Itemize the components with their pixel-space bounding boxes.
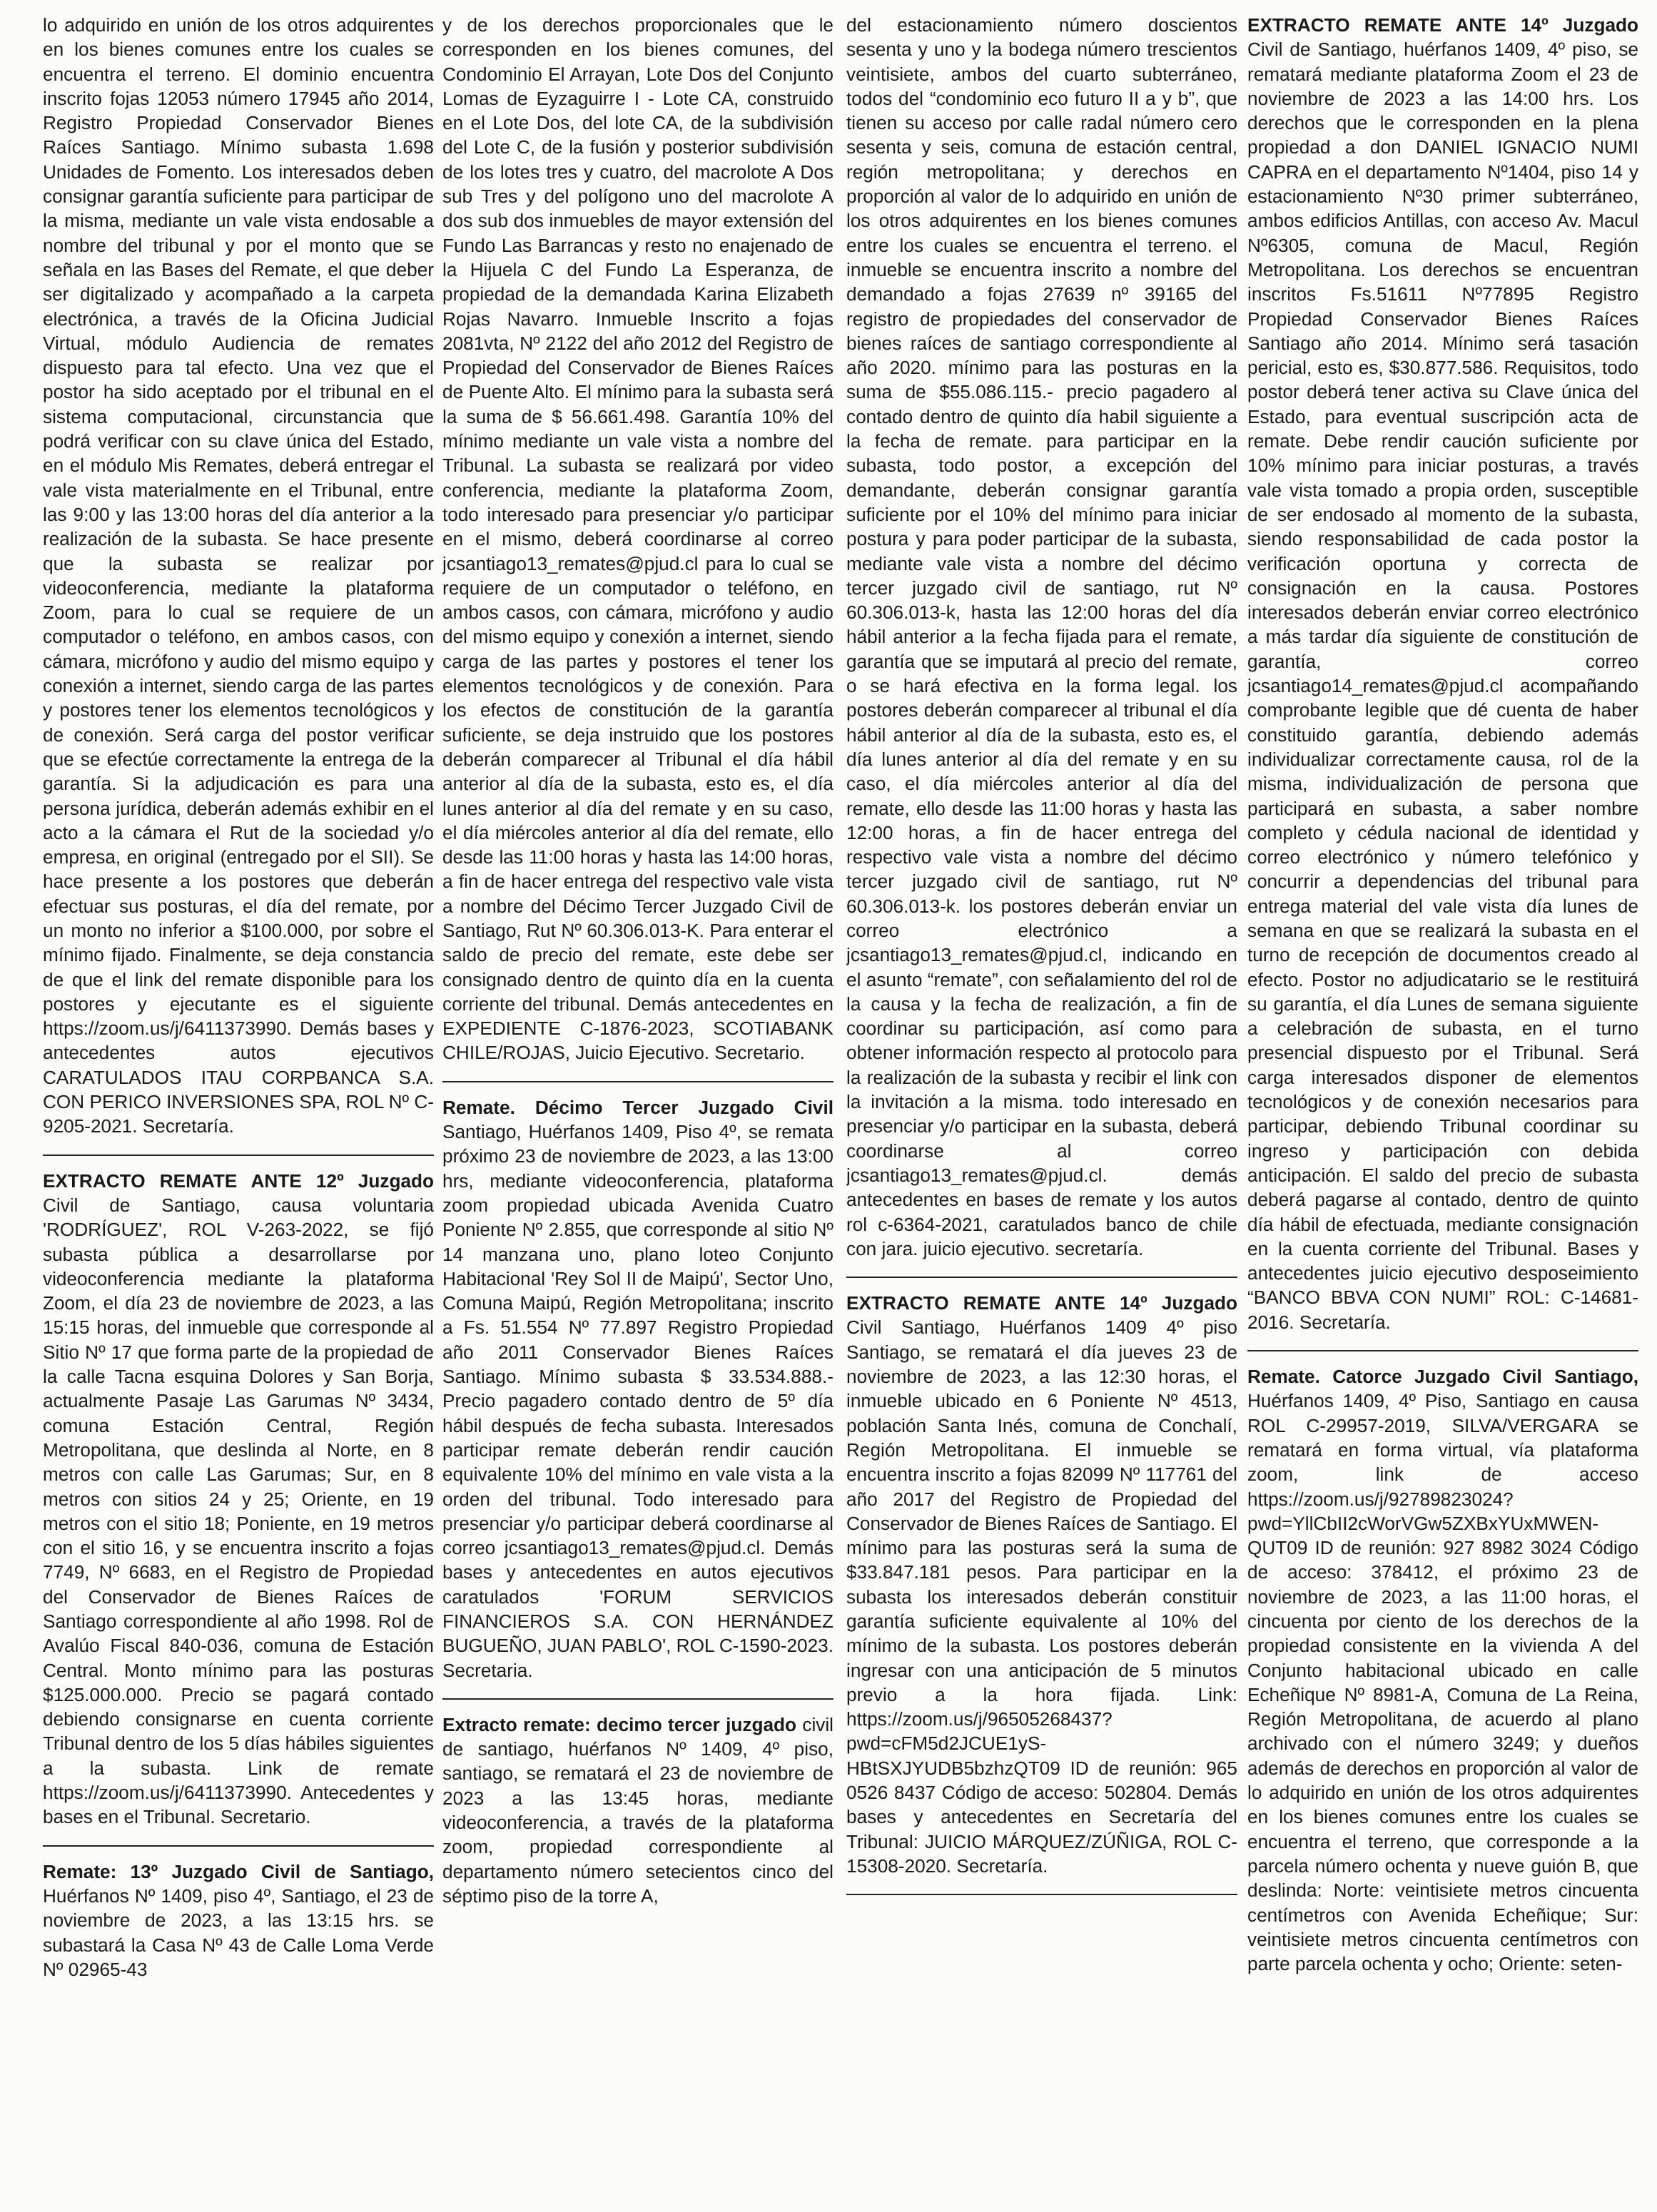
notice-divider [43, 1845, 434, 1847]
notice-continuation: y de los derechos proporcionales que le corresponden en los bienes comunes, del Condominio El Arrayan, Lote Dos del Conjunto Lomas de Eyzaguirre I - Lote CA, construido en el Lote Dos, del lote CA, de la subdivisión del Lote C, de la fusión y posterior subdivisión de los lotes tres y cuatro, del macrolote A Dos sub Tres y del polígono uno del macrolote A dos sub dos inmuebles de mayor extensión del Fundo Las Barrancas y resto no enajenado de la Hijuela C del Fundo La Esperanza, de propiedad de la demandada Karina Elizabeth Rojas Navarro. Inmueble Inscrito a fojas 2081vta, Nº 2122 del año 2012 del Registro de Propiedad del Conservador de Bienes Raíces de Puente Alto. El mínimo para la subasta será la suma de $ 56.661.498. Garantía 10% del mínimo mediante un vale vista a nombre del Tribunal. La subasta se realizará por video conferencia, mediante la plataforma Zoom, todo interesado para presenciar y/o participar en el mismo, deberá coordinarse al correo jcsantiago13_remates@pjud.cl para lo cual se requiere de un computador o teléfono, en ambos casos, con cámara, micrófono y audio del mismo equipo y conexión a internet, siendo carga de las partes y postores el tener los elementos tecnológicos y de conexión. Para los efectos de constitución de la garantía suficiente, se deja instruido que los postores deberán comparecer al Tribunal el día hábil anterior al día de la subasta, esto es, el día lunes anterior al día del remate y en su caso, el día miércoles anterior al día del remate, ello desde las 11:00 horas y hasta las 14:00 horas, a fin de hacer entrega del respectivo vale vista a nombre del Décimo Tercer Juzgado Civil de Santiago, Rut Nº 60.306.013-K. Para enterar el saldo de precio del remate, este debe ser consignado dentro de quinto día en la cuenta corriente del tribunal. Demás antecedentes en EXPEDIENTE C-1876-2023, SCOTIABANK CHILE/ROJAS, Juicio Ejecutivo. Secretario. [442, 14, 833, 1064]
column-1 [43, 13, 434, 2203]
notice-continuation: lo adquirido en unión de los otros adquirentes en los bienes comunes entre los cuales se encuentra el terreno. El dominio encuentra inscrito fojas 12053 número 17945 año 2014, Registro Propiedad Conservador Bienes Raíces Santiago. Mínimo subasta 1.698 Unidades de Fomento. Los interesados deben consignar garantía suficiente para participar de la misma, mediante un vale vista endosable a nombre del tribunal y por el monto que se señala en las Bases del Remate, el que deber ser digitalizado y acompañado a la carpeta electrónica, a través de la Oficina Judicial Virtual, módulo Audiencia de remates dispuesto para tal efecto. Una vez que el postor ha sido aceptado por el tribunal en el sistema computacional, circunstancia que podrá verificar con su clave única del Estado, en el módulo Mis Remates, deberá entregar el vale vista materialmente en el Tribunal, entre las 9:00 y las 13:00 horas del día anterior a la realización de la subasta. Se hace presente que la subasta se realizar por videoconferencia, mediante la plataforma Zoom, para lo cual se requiere de un computador o teléfono, en ambos casos, con cámara, micrófono y audio del mismo equipo y conexión a internet, siendo carga de las partes y postores tener los elementos tecnológicos y de conexión. Será carga del postor verificar que se efectúe correctamente la entrega de la garantía. Si la adjudicación es para una persona jurídica, deberán además exhibir en el acto a la cámara el Rut de la sociedad y/o empresa, en original (entregado por el SII). Se hace presente a los postores que deberán efectuar sus posturas, el día del remate, por un monto no inferior a $100.000, por sobre el mínimo fijado. Finalmente, se deja constancia de que el link del remate disponible para los postores y ejecutante es el siguiente https://zoom.us/j/6411373990. Demás bases y antecedentes autos ejecutivos CARATULADOS ITAU CORPBANCA S.A. CON PERICO INVERSIONES SPA, ROL Nº C-9205-2021. Secretaría. [43, 14, 434, 1137]
notice-13-juzgado: Remate: 13º Juzgado Civil de Santiago, Huérfanos Nº 1409, piso 4º, Santiago, el 23 de noviembre de 2023, a las 13:15 hrs. se subastará la Casa Nº 43 de Calle Loma Verde Nº 02965-43 [43, 1860, 434, 1980]
column-4 [1247, 13, 1638, 2203]
notice-divider [43, 1155, 434, 1156]
notice-divider [442, 1698, 833, 1700]
notice-heading: Remate. Décimo Tercer Juzgado Civil [442, 1096, 833, 1118]
notice-heading: EXTRACTO REMATE ANTE 14º Juzgado [1247, 14, 1638, 36]
notice-heading: Remate. Catorce Juzgado Civil Santiago, [1247, 1366, 1638, 1388]
notice-divider [846, 1894, 1237, 1895]
notice-divider [846, 1277, 1237, 1278]
notice-catorce-juzgado: Remate. Catorce Juzgado Civil Santiago, Huérfanos 1409, 4º Piso, Santiago en causa ROL C-29957-2019, SILVA/VERGARA se rematará en forma virtual, vía plataforma zoom, link de acceso https://zoom.us/j/92789823024?pwd=YllCbII2cWorVGw5ZXBxYUxMWEN-QUT09 ID de reunión: 927 8982 3024 Código de acceso: 378412, el próximo 23 de noviembre de 2023, a las 11:00 horas, el cincuenta por ciento de los derechos de la propiedad consistente en la vivienda A del Conjunto habitacional ubicado en calle Echeñique Nº 8981-A, Comuna de La Reina, Región Metropolitana, de acuerdo al plano archivado con el número 3249; y dueños además de derechos en proporción al valor de lo adquirido en unión de los otros adquirentes en los bienes comunes entre los cuales se encuentra el terreno, que corresponde a la parcela número ochenta y nueve guión B, que deslinda: Norte: veintisiete metros cincuenta centímetros con Avenida Echeñique; Sur: veintisiete metros cincuenta centímetros con parte parcela ochenta y ocho; Oriente: seten- [1247, 1366, 1638, 1975]
notice-decimo-tercer-juzgado: Remate. Décimo Tercer Juzgado Civil Santiago, Huérfanos 1409, Piso 4º, se remata próximo 23 de noviembre de 2023, a las 13:00 hrs, mediante videoconferencia, plataforma zoom propiedad ubicada Avenida Cuatro Poniente Nº 2.855, que corresponde al sitio Nº 14 manzana uno, plano loteo Conjunto Habitacional 'Rey Sol II de Maipú', Sector Uno, Comuna Maipú, Región Metropolitana; inscrito a Fs. 51.554 Nº 77.897 Registro Propiedad año 2011 Conservador Bienes Raíces Santiago. Mínimo subasta $ 33.534.888.- Precio pagadero contado dentro de 5º día hábil después de fecha subasta. Interesados participar remate deberán rendir caución equivalente 10% del mínimo en vale vista a la orden del tribunal. Todo interesado para presenciar y/o participar deberá coordinarse al correo jcsantiago13_remates@pjud.cl. Demás bases y antecedentes en autos ejecutivos caratulados 'FORUM SERVICIOS FINANCIEROS S.A. CON HERNÁNDEZ BUGUEÑO, JUAN PABLO', ROL C-1590-2023. Secretaria. [442, 1096, 833, 1681]
column-3 [846, 13, 1237, 2203]
notice-continuation: del estacionamiento número doscientos sesenta y uno y la bodega número trescientos veintisiete, ambos del cuarto subterráneo, todos del “condominio eco futuro II a y b”, que tienen su acceso por calle radal número cero sesenta y seis, comuna de estación central, región metropolitana; y derechos en proporción al valor de lo adquirido en unión de los otros adquirentes en los bienes comunes entre los cuales se encuentra el terreno. el inmueble se encuentra inscrito a nombre del demandado a fojas 27639 nº 39165 del registro de propiedades del conservador de bienes raíces de santiago correspondiente al año 2020. mínimo para las posturas en la suma de $55.086.115.- precio pagadero al contado dentro de quinto día habil siguiente a la fecha de remate. para participar en la subasta, todo postor, a excepción del demandante, deberán consignar garantía suficiente por el 10% del mínimo para iniciar postura y para poder participar de la subasta, mediante vale vista a nombre del décimo tercer juzgado civil de santiago, rut Nº 60.306.013-k, hasta las 12:00 horas del día hábil anterior a la fecha fijada para el remate, garantía que se imputará al precio del remate, o se hará efectiva en la forma legal. los postores deberán comparecer al tribunal el día hábil anterior al día de la subasta, esto es, el día lunes anterior al día del remate y en su caso, el día miércoles anterior al día del remate, ello desde las 11:00 horas y hasta las 12:00 horas, a fin de hacer entrega del respectivo vale vista a nombre del décimo tercer juzgado civil de santiago, rut Nº 60.306.013-k. los postores deberán enviar un correo electrónico a jcsantiago13_remates@pjud.cl, indicando en el asunto “remate”, con señalamiento del rol de la causa y la fecha de realización, a fin de coordinar su participación, así como para obtener información respecto al protocolo para la realización de la subasta y recibir el link con la invitación a la misma. todo interesado en presenciar y/o participar en la subasta, deberá coordinarse al correo jcsantiago13_remates@pjud.cl. demás antecedentes en bases de remate y los autos rol c-6364-2021, caratulados banco de chile con jara. juicio ejecutivo. secretaría. [846, 14, 1237, 1259]
notice-14-juzgado-macul: EXTRACTO REMATE ANTE 14º Juzgado Civil de Santiago, huérfanos 1409, 4º piso, se rematará mediante plataforma Zoom el 23 de noviembre de 2023 a las 14:00 hrs. Los derechos que le corresponden en la plena propiedad a don DANIEL IGNACIO NUMI CAPRA en el departamento Nº1404, piso 14 y estacionamiento Nº30 primer subterráneo, ambos edificios Antillas, con acceso Av. Macul Nº6305, comuna de Macul, Región Metropolitana. Los derechos se encuentran inscritos Fs.51611 Nº77895 Registro Propiedad Conservador Bienes Raíces Santiago año 2014. Mínimo será tasación pericial, esto es, $30.877.586. Requisitos, todo postor deberá tener activa su Clave única del Estado, para eventual suscripción acta de remate. Debe rendir caución suficiente por 10% mínimo para iniciar posturas, a través vale vista tomado a propia orden, susceptible de ser endosado al momento de la subasta, siendo responsabilidad de cada postor la verificación oportuna y correcta de consignación en la causa. Postores interesados deberán enviar correo electrónico a más tardar día siguiente de constitución de garantía, correo jcsantiago14_remates@pjud.cl acompañando comprobante legible que dé cuenta de haber constituido garantía, debiendo además individualizar correctamente causa, rol de la misma, individualización de persona que participará en subasta, a saber nombre completo y cédula nacional de identidad y correo electrónico y número telefónico y concurrir a dependencias del tribunal para entrega material del vale vista día lunes de semana en que se realizará la subasta en el turno de recepción de documentos creado al efecto. Postor no adjudicatario se le restituirá su garantía, el día Lunes de semana siguiente a celebración de subasta, en el turno presencial dispuesto por el Tribunal. Será carga interesados disponer de elementos tecnológicos y de conexión necesarios para participar, debiendo Tribunal coordinar su ingreso y participación con debida anticipación. El saldo del precio de subasta deberá pagarse al contado, dentro de quinto día hábil de efectuada, mediante consignación en la cuenta corriente del Tribunal. Bases y antecedentes juicio ejecutivo desposeimiento “BANCO BBVA CON NUMI” ROL: C-14681-2016. Secretaría. [1247, 14, 1638, 1333]
notice-extracto-decimo-tercer: Extracto remate: decimo tercer juzgado civil de santiago, huérfanos Nº 1409, 4º piso, santiago, se rematará el 23 de noviembre de 2023 a las 13:45 horas, mediante videoconferencia, a través de la plataforma zoom, propiedad correspondiente al departamento número setecientos cinco del séptimo piso de la torre A, [442, 1713, 833, 1907]
column-2 [442, 13, 833, 2203]
notice-divider [442, 1081, 833, 1082]
notice-heading: Remate: 13º Juzgado Civil de Santiago, [43, 1860, 434, 1882]
notice-14-juzgado-conchali: EXTRACTO REMATE ANTE 14º Juzgado Civil Santiago, Huérfanos 1409 4º piso Santiago, se rematará el día jueves 23 de noviembre de 2023, a las 12:30 horas, el inmueble ubicado en 6 Poniente Nº 4513, población Santa Inés, comuna de Conchalí, Región Metropolitana. El inmueble se encuentra inscrito a fojas 82099 Nº 117761 del año 2017 del Registro de Propiedad del Conservador de Bienes Raíces de Santiago. El mínimo para las posturas será la suma de $33.847.181 pesos. Para participar en la subasta los interesados deberán constituir garantía suficiente equivalente al 10% del mínimo de la subasta. Los postores deberán ingresar con una anticipación de 5 minutos previo a la hora fijada. Link: https://zoom.us/j/96505268437?pwd=cFM5d2JCUE1yS-HBtSXJYUDB5bzhzQT09 ID de reunión: 965 0526 8437 Código de acceso: 502804. Demás bases y antecedentes en Secretaría del Tribunal: JUICIO MÁRQUEZ/ZÚÑIGA, ROL C-15308-2020. Secretaría. [846, 1292, 1237, 1877]
notice-12-juzgado: EXTRACTO REMATE ANTE 12º Juzgado Civil de Santiago, causa voluntaria 'RODRÍGUEZ', ROL V-263-2022, se fijó subasta pública a desarrollarse por videoconferencia mediante la plataforma Zoom, el día 23 de noviembre de 2023, a las 15:15 horas, del inmueble que corresponde al Sitio Nº 17 que forma parte de la propiedad de la calle Tacna esquina Dolores y San Borja, actualmente Pasaje Las Garumas Nº 3434, comuna Estación Central, Región Metropolitana, que deslinda al Norte, en 8 metros con calle Las Garumas; Sur, en 8 metros con sitios 24 y 25; Oriente, en 19 metros con el sitio 18; Poniente, en 19 metros con el sitio 16, y se encuentra inscrito a fojas 7749, Nº 6683, en el Registro de Propiedad del Conservador de Bienes Raíces de Santiago correspondiente al año 1998. Rol de Avalúo Fiscal 840-036, comuna de Estación Central. Monto mínimo para las posturas $125.000.000. Precio se pagará contado debiendo consignarse en cuenta corriente Tribunal dentro de los 5 días hábiles siguientes a la subasta. Link de remate https://zoom.us/j/6411373990. Antecedentes y bases en el Tribunal. Secretario. [43, 1170, 434, 1828]
notice-heading: EXTRACTO REMATE ANTE 14º Juzgado [846, 1292, 1237, 1314]
notice-divider [1247, 1350, 1638, 1351]
notice-heading: EXTRACTO REMATE ANTE 12º Juzgado [43, 1170, 434, 1192]
notice-heading: Extracto remate: decimo tercer juzgado [442, 1713, 797, 1735]
